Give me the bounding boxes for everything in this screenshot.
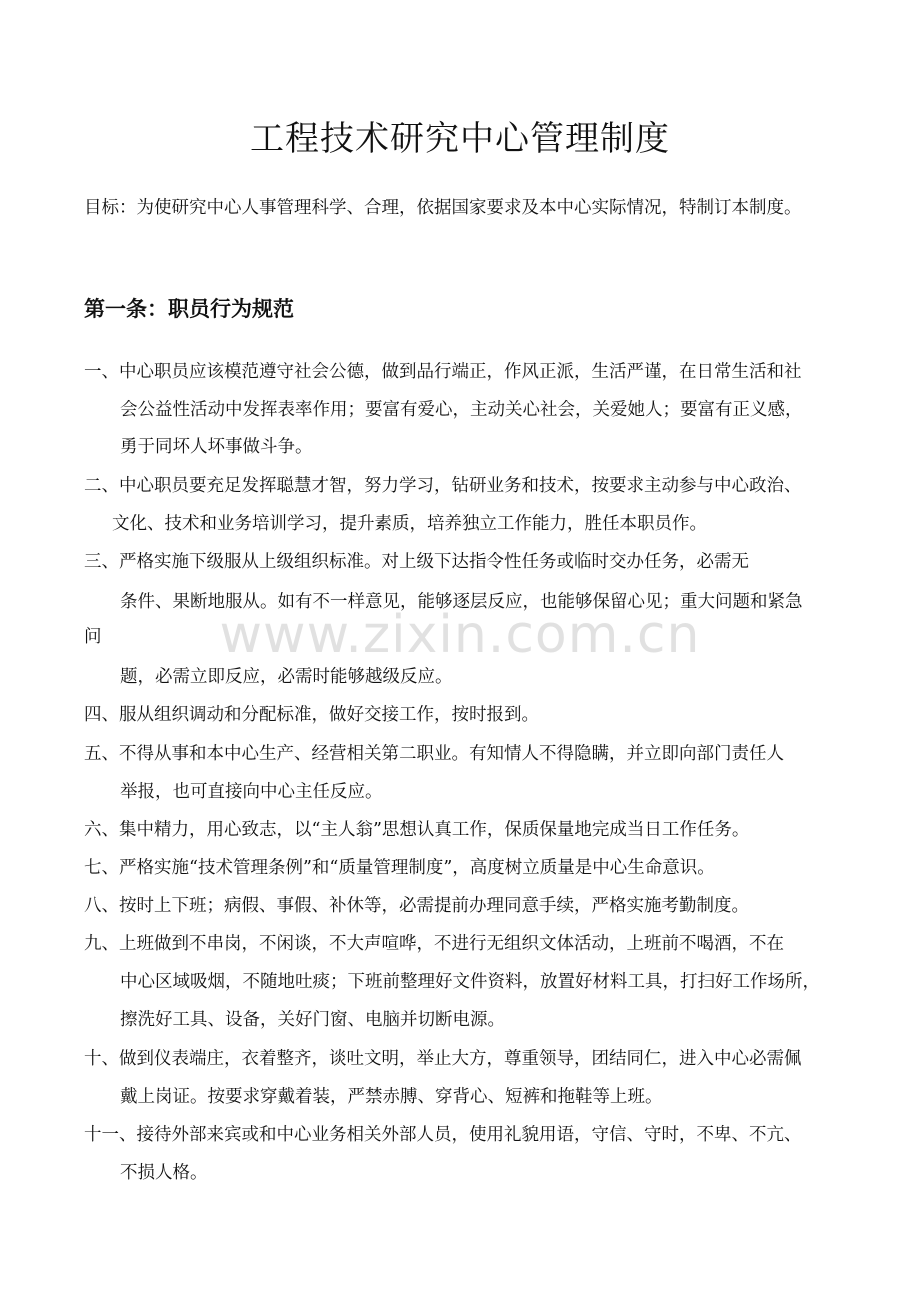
clause-5-line-1: 五、不得从事和本中心生产、经营相关第二职业。有知情人不得隐瞒，并立即向部门责任人 [84,744,784,764]
clause-11-line-2: 不损人格。 [120,1163,208,1183]
clause-10-line-2: 戴上岗证。按要求穿戴着装，严禁赤膊、穿背心、短裤和拖鞋等上班。 [120,1087,663,1107]
clause-1-line-3: 勇于同坏人坏事做斗争。 [120,437,313,457]
section-heading: 第一条：职员行为规范 [84,297,294,321]
clause-11-line-1: 十一、接待外部来宾或和中心业务相关外部人员，使用礼貌用语，守信、守时，不卑、不亢、 [84,1125,802,1145]
clause-9-line-2: 中心区域吸烟，不随地吐痰；下班前整理好文件资料，放置好材料工具，打扫好工作场所， [120,972,820,992]
clause-7-line-1: 七、严格实施“技术管理条例”和“质量管理制度”，高度树立质量是中心生命意识。 [84,858,715,878]
clause-3-line-1: 三、严格实施下级服从上级组织标准。对上级下达指令性任务或临时交办任务，必需无 [84,552,749,572]
clause-6-line-1: 六、集中精力，用心致志，以“主人翁”思想认真工作，保质保量地完成当日工作任务。 [84,820,750,840]
clause-2-line-1: 二、中心职员要充足发挥聪慧才智，努力学习，钻研业务和技术，按要求主动参与中心政治、 [84,476,802,496]
clause-3-line-2: 条件、果断地服从。如有不一样意见，能够逐层反应，也能够保留心见；重大问题和紧急 [120,592,803,612]
clause-1-line-2: 会公益性活动中发挥表率作用；要富有爱心，主动关心社会，关爱她人；要富有正义感， [120,400,803,420]
clause-3-line-4: 题，必需立即反应，必需时能够越级反应。 [120,667,453,687]
clause-10-line-1: 十、做到仪表端庄，衣着整齐，谈吐文明，举止大方，尊重领导，团结同仁，进入中心必需佩 [84,1049,802,1069]
watermark: www.zixin.com.cn [219,605,701,665]
clause-3-line-3: 问 [84,627,102,647]
clause-4-line-1: 四、服从组织调动和分配标准，做好交接工作，按时报到。 [84,705,539,725]
document-title: 工程技术研究中心管理制度 [250,119,670,159]
clause-1-line-1: 一、中心职员应该模范遵守社会公德，做到品行端正，作风正派，生活严谨，在日常生活和社 [84,362,802,382]
clause-2-line-2: 文化、技术和业务培训学习，提升素质，培养独立工作能力，胜任本职员作。 [112,514,707,534]
clause-5-line-2: 举报，也可直接向中心主任反应。 [120,782,383,802]
clause-9-line-1: 九、上班做到不串岗，不闲谈，不大声喧哗，不进行无组织文体活动，上班前不喝酒，不在 [84,934,784,954]
clause-8-line-1: 八、按时上下班；病假、事假、补休等，必需提前办理同意手续，严格实施考勤制度。 [84,896,749,916]
clause-9-line-3: 擦洗好工具、设备，关好门窗、电脑并切断电源。 [120,1010,505,1030]
intro-paragraph: 目标：为使研究中心人事管理科学、合理，依据国家要求及本中心实际情况，特制订本制度。 [84,198,802,218]
